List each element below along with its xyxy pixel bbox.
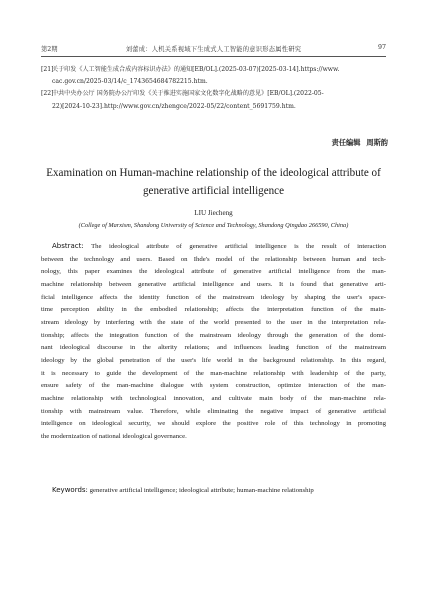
author-affiliation: (College of Marxism, Shandong University of Science and Technology, Shandong Qingdao 266590, China) — [78, 222, 349, 229]
abstract-line: tionship with mainstream value. Therefore, while eliminating the negative impact of generative artificial — [41, 407, 386, 415]
abstract-label: Abstract: — [52, 242, 84, 250]
responsible-editor — [326, 138, 388, 148]
reference-item — [41, 88, 386, 112]
abstract — [41, 240, 386, 444]
issue-number: 第2期 — [41, 46, 58, 53]
abstract-line: stream ideology by interfering with the state of the world presented to the user in the interpretation rela- — [41, 318, 386, 326]
editor-name: 周斯韵 — [366, 138, 388, 147]
reference-item — [41, 64, 386, 88]
title-line: Examination on Human-machine relationship of the ideological attribute of — [46, 167, 381, 179]
reference-text: 中共中央办公厅 国务院办公厅印发《关于推进实施国家文化数字化战略的意见》[EB/OL].(2022-05- — [52, 90, 324, 98]
abstract-line: intelligence on ideological security, we should explore the positive role of this technology in promoting — [41, 420, 386, 428]
reference-index: [21] — [41, 66, 54, 73]
abstract-line: the modernization of national ideological governance. — [41, 432, 187, 440]
keywords-label: Keywords: — [52, 486, 88, 494]
abstract-line: nology, this paper examines the ideological attribute of generative artificial intelligence from the man- — [41, 268, 386, 276]
running-header — [41, 42, 386, 56]
title-line: generative artificial intelligence — [142, 185, 285, 197]
reference-text: 关于印发《人工智能生成合成内容标识办法》的通知[EB/OL].(2025-03-07)[2025-03-14].https://www. — [52, 66, 340, 73]
keywords — [52, 486, 386, 494]
abstract-line: machine relationship with technological innovation, and cultivate main body of the man-machine rela- — [41, 394, 386, 402]
abstract-text: The ideological attribute of generative artificial intelligence is the result of interaction — [91, 243, 386, 250]
reference-list — [41, 64, 386, 113]
abstract-line: tionship; affects the integration function of the mainstream ideology through the generation of the domi- — [41, 331, 386, 339]
abstract-line: time perception ability in the embodied relationship; affects the interpretation function of the main- — [41, 306, 386, 314]
abstract-line: it is necessary to guide the development of the man-machine relationship with leadership of the party, — [41, 369, 386, 377]
editor-label: 责任编辑 — [331, 138, 361, 147]
abstract-line: ensure safety of the man-machine dialogue with system construction, optimize interaction of the man- — [41, 382, 386, 390]
abstract-line: nant ideological discourse in the alterity relations; and influences leading function of the mainstream — [41, 344, 386, 352]
keywords-text: generative artificial intelligence; ideological attribute; human-machine relationship — [89, 487, 314, 494]
abstract-line: ideology by the global penetration of the user's life world in the background relationship. In this regard, — [41, 356, 386, 364]
abstract-line: ficial intelligence affects the identity function of the mainstream ideology by shaping the user's space- — [41, 293, 386, 301]
reference-url: 22)[2024-10-23].http://www.gov.cn/zhengce/2022-05/22/content_5691759.htm. — [52, 102, 296, 110]
abstract-line — [41, 240, 386, 254]
author-name: LIU Jiecheng — [194, 209, 233, 217]
article-title — [41, 164, 386, 200]
running-title: 刘蕾成：人机关系视域下生成式人工智能的意识形态属性研究 — [125, 46, 302, 53]
page-number: 97 — [377, 44, 386, 51]
reference-url: cac.gov.cn/2025-03/14/c_1743654684782215.htm. — [52, 78, 208, 86]
reference-index: [22] — [41, 90, 54, 98]
abstract-line: machine relationship between generative artificial intelligence and users. It is found that generative arti- — [41, 280, 386, 288]
abstract-line: between the technology and users. Based on Ihde's model of the relationship between human and tech- — [41, 255, 386, 263]
header-rule — [41, 56, 386, 57]
